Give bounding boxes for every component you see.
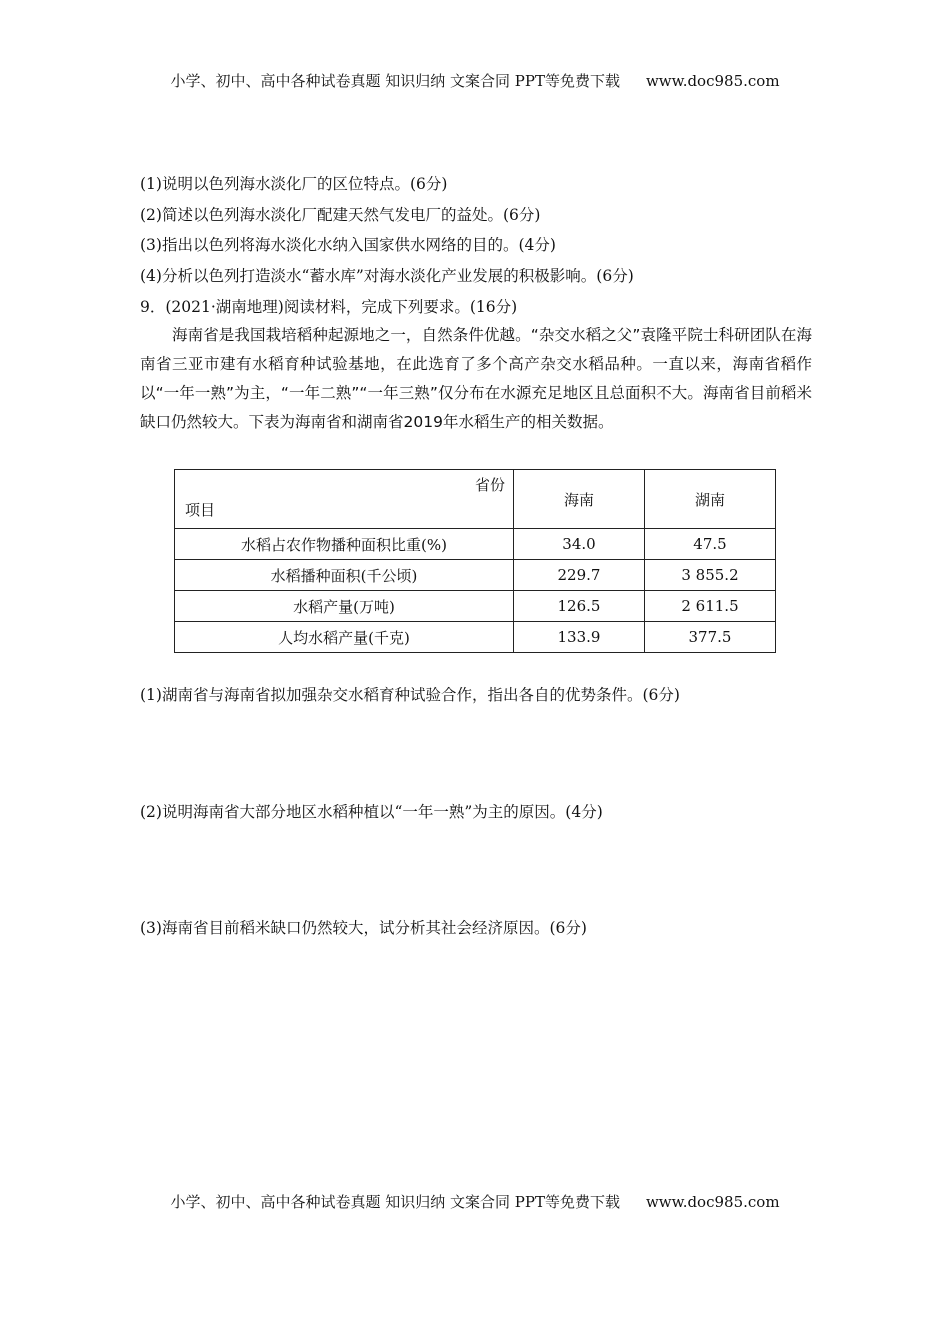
table-row	[175, 591, 776, 622]
prev-question-4: (4)分析以色列打造淡水“蓄水库”对海水淡化产业发展的积极影响。(6分)	[140, 267, 634, 285]
corner-label-province: 省份	[474, 476, 505, 494]
prev-question-3: (3)指出以色列将海水淡化水纳入国家供水网络的目的。(4分)	[140, 236, 556, 254]
footer-text: 小学、初中、高中各种试卷真题 知识归纳 文案合同 PPT等免费下载	[170, 1193, 620, 1211]
table-row	[175, 529, 776, 560]
question-9-material: 海南省是我国栽培稻种起源地之一，自然条件优越。“杂交水稻之父”袁隆平院士科研团队在海南省三亚市建有水稻育种试验基地，在此选育了多个高产杂交水稻品种。一直以来，海南省稻作以“一年一熟”为主，“一年二熟”“一年三熟”仅分布在水源充足地区且总面积不大。海南省目前稻米缺口仍然较大。下表为海南省和湖南省2019年水稻生产的相关数据。	[140, 326, 812, 431]
table-header-row	[175, 470, 776, 529]
header-url: www.doc985.com	[645, 72, 780, 90]
table-row	[175, 560, 776, 591]
subquestion-3: (3)海南省目前稻米缺口仍然较大，试分析其社会经济原因。(6分)	[140, 919, 587, 937]
cell-hainan: 229.7	[514, 560, 645, 591]
cell-hunan: 3 855.2	[645, 560, 776, 591]
subquestion-1: (1)湖南省与海南省拟加强杂交水稻育种试验合作，指出各自的优势条件。(6分)	[140, 686, 680, 704]
prev-question-2: (2)简述以色列海水淡化厂配建天然气发电厂的益处。(6分)	[140, 206, 541, 224]
table-row	[175, 622, 776, 653]
cell-hainan: 133.9	[514, 622, 645, 653]
subquestion-2: (2)说明海南省大部分地区水稻种植以“一年一熟”为主的原因。(4分)	[140, 803, 603, 821]
cell-hainan: 126.5	[514, 591, 645, 622]
column-header-hunan: 湖南	[645, 470, 776, 529]
question-9-title: 9．(2021·湖南地理)阅读材料，完成下列要求。(16分)	[140, 298, 518, 316]
cell-hunan: 47.5	[645, 529, 776, 560]
table-corner-cell	[175, 470, 514, 529]
corner-label-item: 项目	[185, 501, 216, 519]
cell-hunan: 2 611.5	[645, 591, 776, 622]
page-header	[0, 70, 950, 91]
cell-hunan: 377.5	[645, 622, 776, 653]
prev-question-1: (1)说明以色列海水淡化厂的区位特点。(6分)	[140, 175, 448, 193]
header-text: 小学、初中、高中各种试卷真题 知识归纳 文案合同 PPT等免费下载	[170, 72, 620, 90]
row-label: 水稻播种面积(千公顷)	[175, 560, 514, 591]
page-footer	[0, 1191, 950, 1212]
footer-url: www.doc985.com	[645, 1193, 780, 1211]
cell-hainan: 34.0	[514, 529, 645, 560]
column-header-hainan: 海南	[514, 470, 645, 529]
row-label: 水稻产量(万吨)	[175, 591, 514, 622]
row-label: 人均水稻产量(千克)	[175, 622, 514, 653]
rice-data-table	[174, 469, 776, 653]
row-label: 水稻占农作物播种面积比重(%)	[175, 529, 514, 560]
